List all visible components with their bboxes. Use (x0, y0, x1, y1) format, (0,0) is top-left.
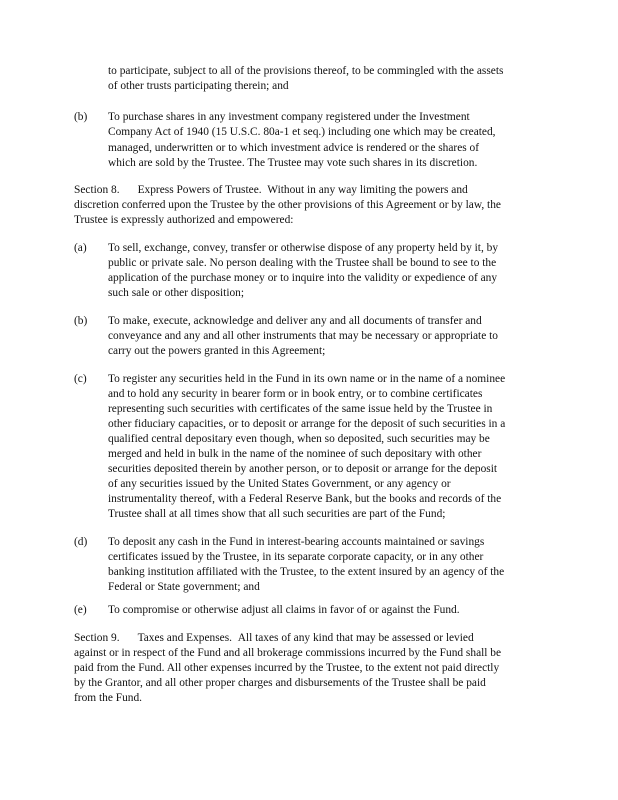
section-8-item-e-label: (e) (74, 604, 87, 616)
section-8-item-d-label: (d) (74, 536, 88, 548)
section-9-line-3: by the Grantor, and all other proper charges and disbursements of the Trustee shall be paid (74, 677, 486, 689)
section-8-item-c-line-6: merged and held in bulk in the name of the nominee of such depositary with other (108, 448, 482, 460)
item-b-invest-label: (b) (74, 111, 88, 123)
item-b-invest-line-2: Company Act of 1940 (15 U.S.C. 80a-1 et seq.) including one which may be created, (108, 126, 496, 138)
section-8-heading: Express Powers of Trustee. (137, 184, 262, 196)
section-8-item-b-line-2: conveyance and any and all other instruments that may be necessary or appropriate to (108, 330, 498, 342)
section-8-item-c-line-2: and to hold any security in bearer form or in book entry, or to combine certificates (108, 388, 483, 400)
section-8-intro-line-2: Trustee is expressly authorized and empowered: (74, 214, 294, 226)
section-9-number: Section 9. (74, 632, 120, 644)
section-8-item-c-line-7: securities deposited therein by another person, or to deposit or arrange for the deposit (108, 463, 498, 475)
section-8-item-a-line-4: such sale or other disposition; (108, 287, 245, 299)
section-8-item-a-line-1: To sell, exchange, convey, transfer or otherwise dispose of any property held by it, by (108, 242, 499, 254)
section-9-line-4: from the Fund. (74, 692, 143, 704)
section-8-item-c-line-8: of any securities issued by the United States Government, or any agency or (108, 478, 451, 490)
section-8-item-a-line-3: application of the purchase money or to inquire into the validity or expedience of any (108, 272, 498, 284)
item-b-invest-line-4: which are sold by the Trustee. The Trustee may vote such shares in its discretion. (108, 157, 478, 169)
section-8-item-e-line-1: To compromise or otherwise adjust all claims in favor of or against the Fund. (108, 604, 460, 616)
section-9-first-line (74, 631, 474, 646)
section-8-item-d-line-1: To deposit any cash in the Fund in interest-bearing accounts maintained or savings (108, 536, 485, 548)
section-8-item-a-line-2: public or private sale. No person dealing with the Trustee shall be bound to see to the (108, 257, 497, 269)
section-8-item-b-line-3: carry out the powers granted in this Agreement; (108, 345, 326, 357)
item-b-invest-line-3: managed, underwritten or to which investment advice is rendered or the shares of (108, 142, 480, 154)
section-8-item-c-line-9: instrumentality thereof, with a Federal Reserve Bank, but the books and records of the (108, 493, 502, 505)
section-8-number: Section 8. (74, 184, 120, 196)
section-8-intro-first: Without in any way limiting the powers and (267, 184, 468, 196)
section-8-item-c-line-4: other fiduciary capacities, or to deposit or arrange for the deposit of such securities in a (108, 418, 506, 430)
section-8-item-c-line-10: Trustee shall at all times show that all such securities are part of the Fund; (108, 508, 446, 520)
item-b-invest-line-1: To purchase shares in any investment company registered under the Investment (108, 111, 470, 123)
section-8-item-c-line-3: representing such securities with certificates of the same issue held by the Trustee in (108, 403, 493, 415)
section-8-item-c-line-1: To register any securities held in the Fund in its own name or in the name of a nominee (108, 373, 506, 385)
continuation-line-1: to participate, subject to all of the provisions thereof, to be commingled with the assets (108, 65, 504, 77)
section-9-intro-first: All taxes of any kind that may be assessed or levied (237, 632, 474, 644)
section-8-item-d-line-3: banking institution affiliated with the Trustee, to the extent insured by an agency of the (108, 566, 505, 578)
section-9-line-1: against or in respect of the Fund and all brokerage commissions incurred by the Fund shall be (74, 647, 502, 659)
section-8-item-a-label: (a) (74, 242, 87, 254)
section-8-item-b-line-1: To make, execute, acknowledge and deliver any and all documents of transfer and (108, 315, 482, 327)
section-8-item-d-line-4: Federal or State government; and (108, 581, 260, 593)
section-9-line-2: paid from the Fund. All other expenses incurred by the Trustee, to the extent not paid directly (74, 662, 500, 674)
section-9-heading: Taxes and Expenses. (137, 632, 232, 644)
continuation-line-2: of other trusts participating therein; and (108, 80, 289, 92)
section-8-item-d-line-2: certificates issued by the Trustee, in its separate corporate capacity, or in any other (108, 551, 484, 563)
section-8-intro-line-1: discretion conferred upon the Trustee by the other provisions of this Agreement or by law, the (74, 199, 501, 211)
section-8-item-b-label: (b) (74, 315, 88, 327)
section-8-item-c-label: (c) (74, 373, 87, 385)
section-8-item-c-line-5: qualified central depositary even though, when so deposited, such securities may be (108, 433, 490, 445)
section-8-first-line (74, 183, 468, 198)
